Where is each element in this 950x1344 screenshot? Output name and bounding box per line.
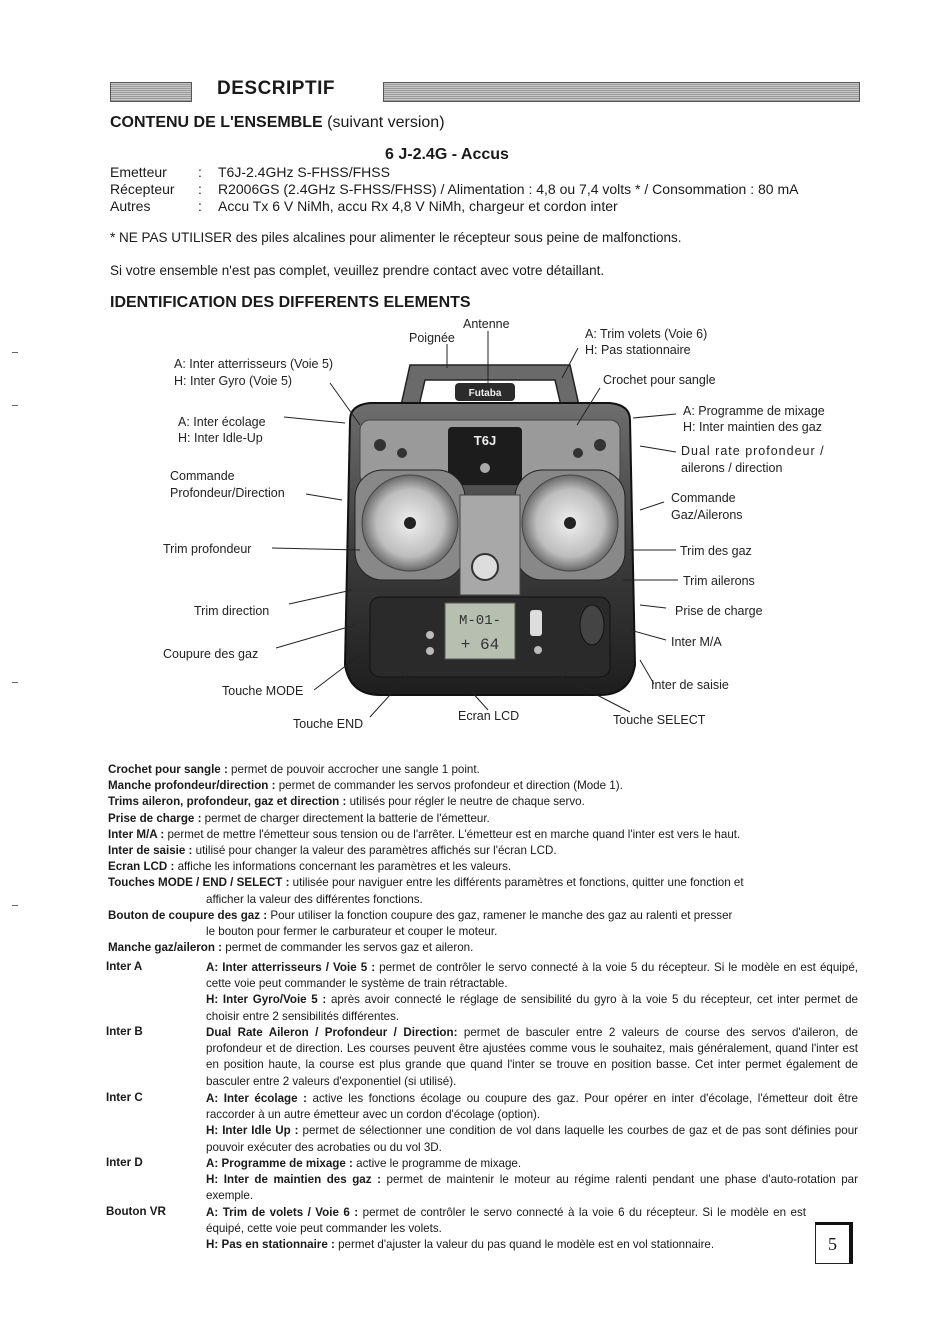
desc-item: Bouton de coupure des gaz : Pour utiliser la fonction coupure des gaz, ramener le manche des gaz au ralenti et presser [108,908,733,922]
page-number-box [815,1222,853,1264]
label-inter-saisie: Inter de saisie [651,678,729,692]
desc-continuation: afficher la valeur des différentes fonctions. [206,892,423,906]
label-trim-volets-h: H: Pas stationnaire [585,343,691,357]
label-trim-profondeur: Trim profondeur [163,542,252,556]
inter-c-key: Inter C [106,1091,143,1104]
lcd-line-2: + 64 [460,636,500,654]
desc-item: Touches MODE / END / SELECT : utilisée pour naviguer entre les différents paramètres et fonctions, quitter une fonction et [108,876,744,890]
label-trim-gaz: Trim des gaz [680,544,752,558]
inter-a-text: A: Inter atterrisseurs / Voie 5 : permet de contrôler le servo connecté à la voie 5 du récepteur. Si le modèle en est équipé, cette voie peut commander le système de train rétractable. H: Inter Gyro/Voie 5 : après avoir connecté le réglage de sensibilité du gyro à la voie 5 du récepteur, cet inter permet de choisir entre 2 sensibilités différentes. [206,961,858,1023]
contents-title: CONTENU DE L'ENSEMBLE (suivant version) [110,114,445,131]
desc-item: Crochet pour sangle : permet de pouvoir accrocher une sangle 1 point. [108,763,480,776]
label-cmd-gaz-2: Gaz/Ailerons [671,508,743,522]
label-inter-atterr-h: H: Inter Gyro (Voie 5) [174,374,293,388]
spec-row: Autres : Accu Tx 6 V NiMh, accu Rx 4,8 V NiMh, chargeur et cordon inter [110,198,618,214]
model-text: T6J [473,433,497,448]
desc-item: Manche gaz/aileron : permet de commander les servos gaz et aileron. [108,941,474,955]
margin-mark [12,352,18,353]
section-title: DESCRIPTIF [217,78,335,99]
inter-d-text: A: Programme de mixage : active le programme de mixage. H: Inter de maintien des gaz : permet de maintenir le moteur au régime ralenti pendant une phase d'auto-rotation par exemple. [206,1157,858,1203]
label-cmd-prof-2: Profondeur/Direction [170,486,285,500]
label-cmd-gaz-1: Commande [671,491,736,505]
desc-item: Manche profondeur/direction : permet de commander les servos profondeur et direction (Mode 1). [108,779,623,793]
label-ecran-lcd: Ecran LCD [458,709,520,723]
margin-mark [12,405,18,406]
label-inter-ma: Inter M/A [671,635,722,649]
label-touche-select: Touche SELECT [613,713,706,727]
contact-note: Si votre ensemble n'est pas complet, veuillez prendre contact avec votre détaillant. [110,263,605,278]
desc-item: Ecran LCD : affiche les informations concernant les paramètres et les valeurs. [108,860,512,874]
description-list [108,762,858,956]
label-dual-rate-1: Dual rate profondeur / [681,444,825,458]
label-dual-rate-2: ailerons / direction [681,461,783,475]
desc-item: Trims aileron, profondeur, gaz et direction : utilisés pour régler le neutre de chaque servo. [108,795,585,809]
label-touche-end: Touche END [293,717,364,731]
label-trim-ailerons: Trim ailerons [683,574,755,588]
desc-item: Inter de saisie : utilisé pour changer la valeur des paramètres affichés sur l'écran LCD. [108,844,557,858]
label-poignee: Poignée [409,331,455,345]
desc-continuation: le bouton pour fermer le carburateur et couper le moteur. [206,925,498,939]
label-prise-charge: Prise de charge [675,604,763,618]
identification-title: IDENTIFICATION DES DIFFERENTS ELEMENTS [110,294,471,311]
spec-row: Récepteur : R2006GS (2.4GHz S-FHSS/FHSS) / Alimentation : 4,8 ou 7,4 volts * / Consommation : 80 mA [110,181,799,197]
inter-b-text: Dual Rate Aileron / Profondeur / Direction: permet de basculer entre 2 valeurs de course des servos d'aileron, de profondeur et de direction. Les courses peuvent être ajustées comme vous le souhaitez, mais généralement, quand l'inter est en position haute, la course est plus grande que quand l'inter se trouve en position basse. Cet inter permet également de basculer entre 2 valeurs d'exponentiel (si utilisé). [206,1026,858,1088]
label-trim-volets-a: A: Trim volets (Voie 6) [585,327,708,341]
inter-a-key: Inter A [106,960,143,973]
brand-text: Futaba [468,388,502,399]
inter-d-key: Inter D [106,1156,143,1169]
bouton-vr-key: Bouton VR [106,1205,166,1218]
margin-mark [12,682,18,683]
warning-note: * NE PAS UTILISER des piles alcalines pour alimenter le récepteur sous peine de malfonctions. [110,230,682,245]
desc-item: Inter M/A : permet de mettre l'émetteur sous tension ou de l'arrêter. L'émetteur est en marche quand l'inter est vers le haut. [108,827,741,841]
lcd-line-1: M-01- [458,613,502,629]
label-inter-ecolage-a: A: Inter écolage [178,415,266,429]
label-cmd-prof-1: Commande [170,469,235,483]
label-prog-mixage-a: A: Programme de mixage [683,404,825,418]
label-crochet: Crochet pour sangle [603,373,716,387]
label-inter-atterr-a: A: Inter atterrisseurs (Voie 5) [174,357,334,371]
margin-mark [12,905,18,906]
label-touche-mode: Touche MODE [222,684,304,698]
label-antenne: Antenne [463,317,510,331]
label-coupure-gaz: Coupure des gaz [163,647,259,661]
page-number: 5 [828,1233,837,1254]
inter-c-text: A: Inter écolage : active les fonctions écolage ou coupure des gaz. Pour opérer en inter d'écolage, l'émetteur doit être raccorder à un autre émetteur avec un cordon d'écolage (option). H: Inter Idle Up : permet de sélectionner une condition de vol dans laquelle les courbes de gaz et de pas sont définies pour pouvoir exécuter des acrobaties ou du vol 3D. [206,1092,859,1154]
desc-item: Prise de charge : permet de charger directement la batterie de l'émetteur. [108,811,490,825]
label-trim-direction: Trim direction [194,604,270,618]
bouton-vr-text: A: Trim de volets / Voie 6 : permet de contrôler le servo connecté à la voie 6 du récepteur. Si le modèle en est équipé, cette voie peut commander les volets. H: Pas en stationnaire : permet d'ajuster la valeur du pas quand le modèle est en vol stationnaire. [206,1206,806,1252]
label-prog-mixage-h: H: Inter maintien des gaz [683,420,822,434]
kit-name: 6 J-2.4G - Accus [385,146,509,163]
inter-b-key: Inter B [106,1025,143,1038]
spec-row: Emetteur : T6J-2.4GHz S-FHSS/FHSS [110,164,390,180]
label-inter-ecolage-h: H: Inter Idle-Up [178,431,263,445]
